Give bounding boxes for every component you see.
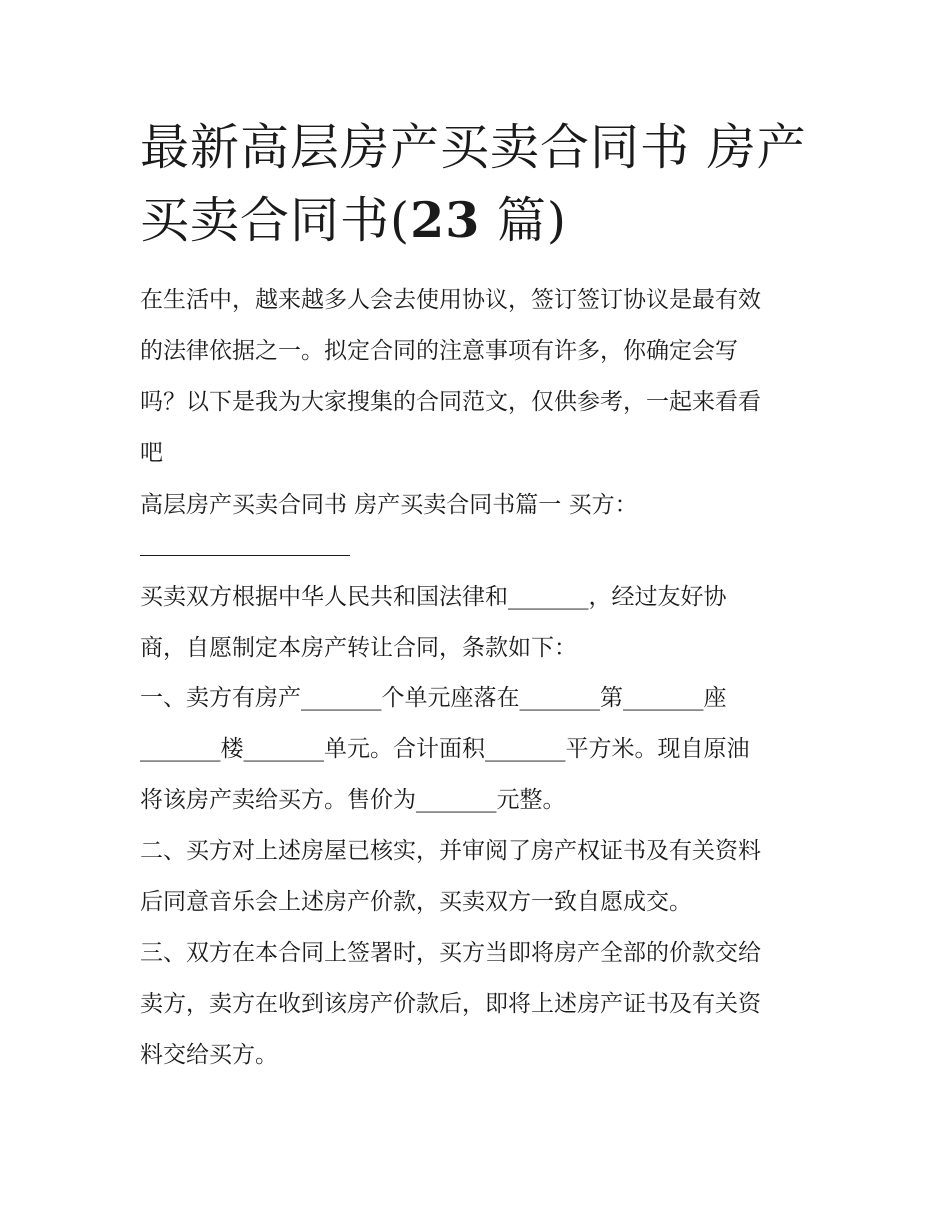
body-line-1: 买卖双方根据中华人民共和国法律和_______，经过友好协 — [140, 584, 727, 610]
title-line-1: 最新高层房产买卖合同书 房产 — [140, 119, 807, 176]
title-line-2-number: 23 — [410, 191, 481, 249]
body-line-9: 卖方，卖方在收到该房产价款后，即将上述房产证书及有关资 — [140, 991, 761, 1017]
body-line-2: 商，自愿制定本房产转让合同，条款如下： — [140, 635, 577, 661]
body-line-5: 将该房产卖给买方。售价为_______元整。 — [140, 787, 566, 813]
section-heading: 高层房产买卖合同书 房产买卖合同书篇一 买方： — [140, 492, 638, 518]
document-title — [140, 112, 820, 257]
body-line-4: _______楼_______单元。合计面积_______平方米。现自原油 — [140, 736, 750, 762]
body-line-3: 一、卖方有房产_______个单元座落在_______第_______座 — [140, 685, 727, 711]
buyer-blank-line — [140, 555, 350, 556]
body-line-10: 料交给买方。 — [140, 1042, 278, 1068]
body-line-8: 三、双方在本合同上签署时，买方当即将房产全部的价款交给 — [140, 940, 761, 966]
title-line-2-suffix: 篇) — [480, 192, 568, 249]
body-line-7: 后同意音乐会上述房产价款，买卖双方一致自愿成交。 — [140, 889, 692, 915]
body-line-6: 二、买方对上述房屋已核实，并审阅了房产权证书及有关资料 — [140, 838, 761, 864]
intro-line-2: 的法律依据之一。拟定合同的注意事项有许多，你确定会写 — [140, 338, 738, 364]
intro-line-4: 吧 — [140, 440, 163, 466]
intro-line-3: 吗？以下是我为大家搜集的合同范文，仅供参考，一起来看看 — [140, 389, 761, 415]
intro-line-1: 在生活中，越来越多人会去使用协议，签订签订协议是最有效 — [140, 287, 761, 313]
title-line-2-prefix: 买卖合同书( — [140, 192, 411, 249]
